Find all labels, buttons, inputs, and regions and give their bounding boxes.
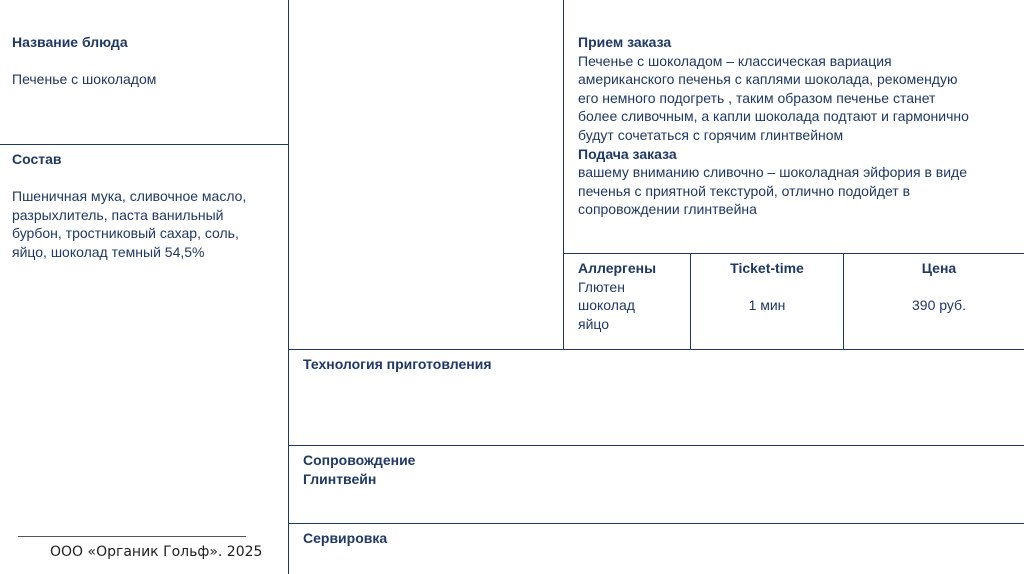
ticket-time-value: 1 мин	[748, 297, 786, 314]
composition-line: яйцо, шоколад темный 54,5%	[12, 243, 205, 260]
composition-heading: Состав	[12, 151, 62, 167]
divider-bottom-1	[288, 445, 1024, 446]
composition-line: разрыхлитель, паста ванильный	[12, 206, 224, 223]
technology-heading: Технология приготовления	[303, 356, 492, 372]
divider-col-2	[563, 0, 564, 350]
order-intake-line: более сливочным, а капли шоколада подтают и гармонично	[578, 108, 969, 125]
order-intake-line: американского печенья с каплями шоколада, рекомендую	[578, 71, 958, 88]
order-intake-heading: Прием заказа	[578, 34, 672, 50]
accompaniment-value: Глинтвейн	[303, 470, 377, 487]
composition-line: бурбон, тростниковый сахар, соль,	[12, 225, 239, 242]
order-intake-line: Печенье с шоколадом – классическая вариация	[578, 52, 892, 69]
order-intake-line: будут сочетаться с горячим глинтвейном	[578, 126, 844, 143]
allergens-heading: Аллергены	[578, 260, 657, 276]
allergens-section	[578, 259, 656, 333]
price-section	[844, 259, 1024, 315]
dish-name-section	[12, 33, 156, 89]
composition-line: Пшеничная мука, сливочное масло,	[12, 188, 247, 205]
accompaniment-section	[303, 451, 415, 488]
allergen-item: шоколад	[578, 297, 635, 314]
serving-heading: Сервировка	[303, 530, 388, 546]
order-serving-line: вашему вниманию сливочно – шоколадная эйфория в виде	[578, 164, 967, 181]
composition-section	[12, 150, 246, 262]
allergen-item: яйцо	[578, 315, 610, 332]
divider-left-1	[0, 144, 288, 145]
order-section	[578, 33, 969, 219]
ticket-time-heading: Ticket-time	[730, 260, 804, 276]
footer-rule	[18, 536, 246, 537]
technology-section	[303, 355, 492, 374]
dish-name-value: Печенье с шоколадом	[12, 71, 157, 88]
dish-name-heading: Название блюда	[12, 34, 128, 50]
order-serving-heading: Подача заказа	[578, 145, 677, 162]
serving-section	[303, 529, 387, 548]
divider-bottom-2	[288, 523, 1024, 524]
divider-col-1	[288, 0, 289, 574]
allergen-item: Глютен	[578, 278, 625, 295]
price-heading: Цена	[921, 260, 957, 276]
price-value: 390 руб.	[912, 297, 966, 314]
divider-mid	[288, 349, 1024, 350]
order-serving-line: печенья с приятной текстурой, отлично подойдет в	[578, 182, 911, 199]
footer-company: ООО «Органик Гольф». 2025	[50, 544, 263, 560]
order-serving-line: сопровождении глинтвейна	[578, 201, 757, 218]
ticket-time-section	[691, 259, 843, 315]
order-intake-line: его немного подогреть , таким образом печенье станет	[578, 89, 936, 106]
divider-right-1	[563, 253, 1024, 254]
accompaniment-heading: Сопровождение	[303, 452, 416, 468]
